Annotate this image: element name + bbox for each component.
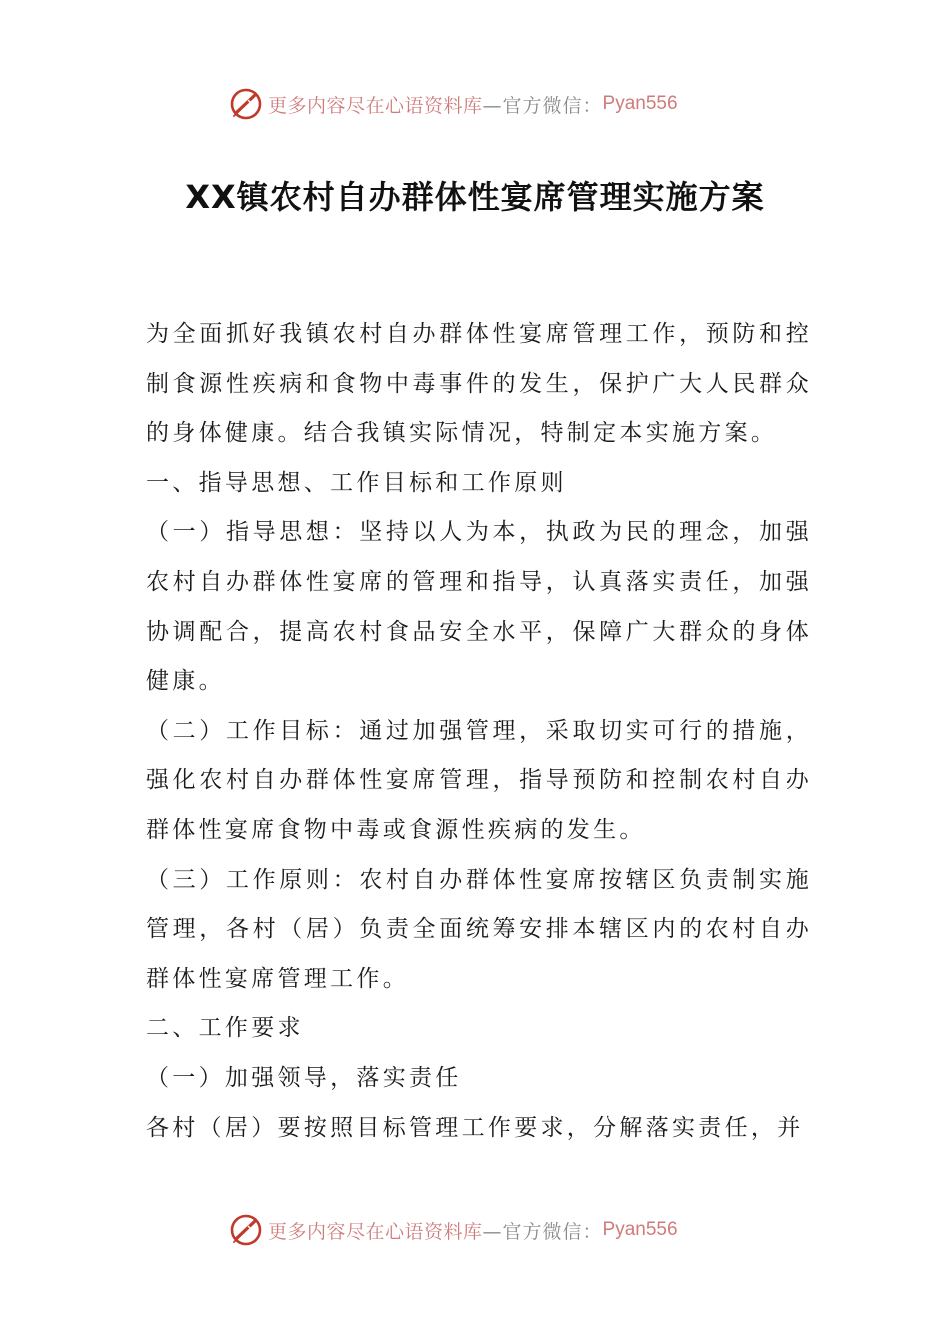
header-promo-text: 更多内容尽在心语资料库 [268, 94, 483, 117]
header-wechat-handle: Pyan556 [602, 93, 678, 114]
pen-circle-logo-icon [228, 1212, 264, 1248]
footer-promo-text: 更多内容尽在心语资料库 [268, 1220, 483, 1243]
subsection-guiding-ideology: （一）指导思想：坚持以人为本，执政为民的理念，加强农村自办群体性宴席的管理和指导，认真落实责任，加强协调配合，提高农村食品安全水平，保障广大群众的身体健康。 [146, 519, 812, 695]
body-paragraph-continued: 各村（居）要按照目标管理工作要求，分解落实责任，并 [146, 1114, 804, 1141]
header-banner [228, 84, 678, 124]
document-body [146, 310, 812, 1153]
footer-contact-text: —官方微信： [482, 1220, 603, 1243]
section-heading-1: 一、指导思想、工作目标和工作原则 [146, 469, 567, 496]
subsection-work-principles: （三）工作原则：农村自办群体性宴席按辖区负责制实施管理，各村（居）负责全面统筹安排本辖区内的农村自办群体性宴席管理工作。 [146, 866, 812, 992]
document-title: XX镇农村自办群体性宴席管理实施方案 [185, 178, 765, 216]
subsection-leadership: （一）加强领导，落实责任 [146, 1064, 462, 1091]
header-contact-text: —官方微信： [482, 94, 603, 117]
intro-paragraph: 为全面抓好我镇农村自办群体性宴席管理工作，预防和控制食源性疾病和食物中毒事件的发生，保护广大人民群众的身体健康。结合我镇实际情况，特制定本实施方案。 [146, 321, 812, 447]
pen-circle-logo-icon [228, 86, 264, 122]
footer-wechat-handle: Pyan556 [602, 1219, 678, 1240]
section-heading-2: 二、工作要求 [146, 1015, 304, 1042]
subsection-work-goals: （二）工作目标：通过加强管理，采取切实可行的措施，强化农村自办群体性宴席管理，指导预防和控制农村自办群体性宴席食物中毒或食源性疾病的发生。 [146, 717, 812, 843]
footer-banner [228, 1210, 678, 1250]
